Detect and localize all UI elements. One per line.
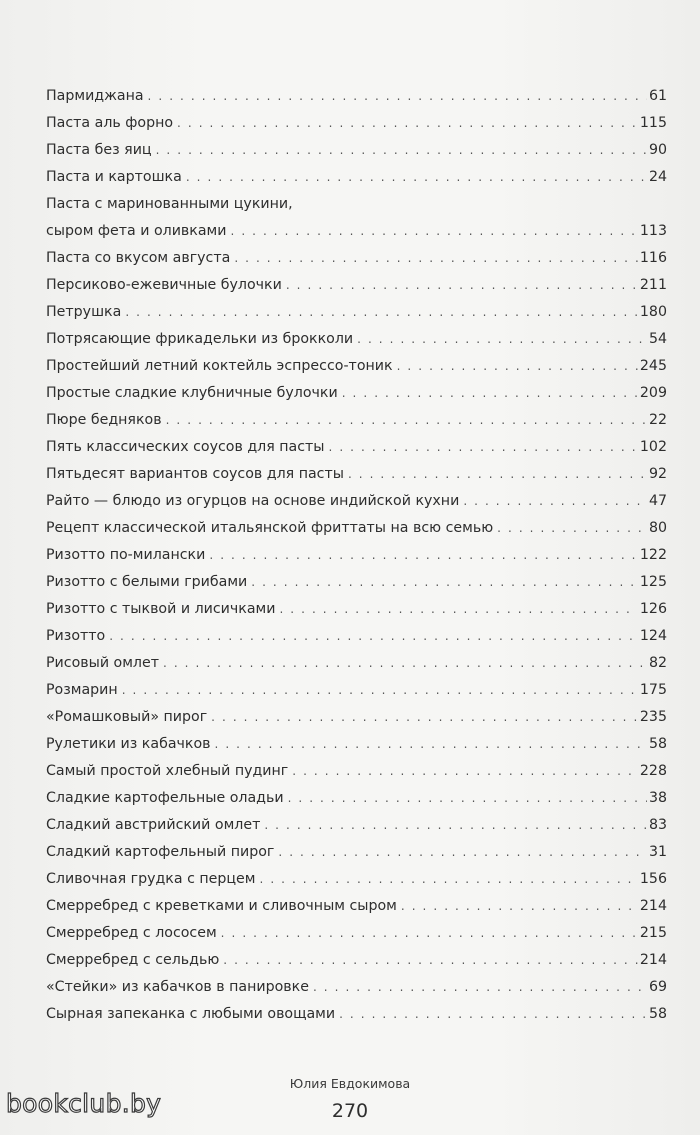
toc-entry-title: Сырная запеканка с любыми овощами xyxy=(46,1006,336,1022)
dot-leader xyxy=(292,758,638,785)
toc-entry-title-continued: сыром фета и оливками xyxy=(46,223,227,239)
dot-leader xyxy=(234,245,638,272)
dot-leader xyxy=(463,488,647,515)
toc-entry xyxy=(46,785,667,812)
toc-entry-page: 116 xyxy=(639,250,667,266)
dot-leader xyxy=(221,920,638,947)
toc-entry-page: 211 xyxy=(639,277,667,293)
toc-entry-page: 124 xyxy=(639,628,667,644)
toc-entry-page: 83 xyxy=(648,817,667,833)
dot-leader xyxy=(278,839,647,866)
toc-entry-page: 235 xyxy=(639,709,667,725)
toc-entry-title: «Стейки» из кабачков в панировке xyxy=(46,979,309,995)
toc-entry-page: 61 xyxy=(648,88,667,104)
toc-entry xyxy=(46,974,667,1001)
dot-leader xyxy=(329,434,638,461)
toc-entry-page: 58 xyxy=(648,736,667,752)
toc-entry xyxy=(46,650,667,677)
toc-entry-page: 126 xyxy=(639,601,667,617)
toc-entry xyxy=(46,1001,667,1028)
toc-entry xyxy=(46,623,667,650)
toc-entry-title: Персиково-ежевичные булочки xyxy=(46,277,282,293)
toc-entry-title: Рисовый омлет xyxy=(46,655,159,671)
toc-entry-page: 228 xyxy=(639,763,667,779)
toc-entry-title: Рецепт классической итальянской фриттаты на всю семью xyxy=(46,520,494,536)
toc-entry-title: Смерребред с креветками и сливочным сыром xyxy=(46,898,397,914)
dot-leader xyxy=(397,353,638,380)
toc-entry-page: 214 xyxy=(639,898,667,914)
toc-entry-page: 58 xyxy=(648,1006,667,1022)
toc-entry-title: Сладкий картофельный пирог xyxy=(46,844,275,860)
toc-entry-title: Простые сладкие клубничные булочки xyxy=(46,385,338,401)
toc-entry-title: Пюре бедняков xyxy=(46,412,162,428)
toc-entry-title: Паста со вкусом августа xyxy=(46,250,231,266)
dot-leader xyxy=(186,164,647,191)
toc-entry xyxy=(46,299,667,326)
toc-entry-title: Самый простой хлебный пудинг xyxy=(46,763,289,779)
toc-entry-page: 80 xyxy=(648,520,667,536)
dot-leader xyxy=(177,110,638,137)
toc-entry xyxy=(46,407,667,434)
toc-entry-page: 54 xyxy=(648,331,667,347)
dot-leader xyxy=(156,137,647,164)
toc-entry-title: Простейший летний коктейль эспрессо-тоник xyxy=(46,358,393,374)
toc-entry-page: 115 xyxy=(639,115,667,131)
toc-entry-page: 90 xyxy=(648,142,667,158)
toc-entry xyxy=(46,191,667,245)
toc-entry-title: Розмарин xyxy=(46,682,118,698)
toc-entry-page: 122 xyxy=(639,547,667,563)
watermark-logo: bookclub.by xyxy=(6,1089,162,1118)
dot-leader xyxy=(251,569,638,596)
toc-entry-title: Пять классических соусов для пасты xyxy=(46,439,325,455)
toc-entry-page: 214 xyxy=(639,952,667,968)
toc-entry xyxy=(46,326,667,353)
page-number: 270 xyxy=(331,1100,369,1122)
toc-entry-page: 47 xyxy=(648,493,667,509)
toc-entry-page: 113 xyxy=(639,223,667,239)
toc-entry xyxy=(46,380,667,407)
toc-entry xyxy=(46,461,667,488)
dot-leader xyxy=(348,461,647,488)
toc-entry xyxy=(46,137,667,164)
toc-entry-page: 180 xyxy=(639,304,667,320)
dot-leader xyxy=(215,731,647,758)
dot-leader xyxy=(342,380,638,407)
toc-entry-title: Райто — блюдо из огурцов на основе индийской кухни xyxy=(46,493,460,509)
toc-entry-title: Петрушка xyxy=(46,304,122,320)
toc-entry xyxy=(46,758,667,785)
toc-entry xyxy=(46,839,667,866)
toc-entry-page: 82 xyxy=(648,655,667,671)
toc-entry xyxy=(46,434,667,461)
toc-entry-page: 24 xyxy=(648,169,667,185)
toc-entry xyxy=(46,515,667,542)
toc-entry-page: 92 xyxy=(648,466,667,482)
toc-entry-title: Паста аль форно xyxy=(46,115,174,131)
toc-entry-page: 215 xyxy=(639,925,667,941)
dot-leader xyxy=(163,650,647,677)
toc-entry xyxy=(46,164,667,191)
toc-entry-page: 22 xyxy=(648,412,667,428)
toc-entry xyxy=(46,812,667,839)
dot-leader xyxy=(211,704,638,731)
toc-entry-page: 245 xyxy=(639,358,667,374)
toc-entry xyxy=(46,920,667,947)
dot-leader xyxy=(209,542,638,569)
toc-entry xyxy=(46,83,667,110)
toc-entry xyxy=(46,677,667,704)
toc-entry-title: Пармиджана xyxy=(46,88,144,104)
dot-leader xyxy=(313,974,647,1001)
toc-entry-title: Пятьдесят вариантов соусов для пасты xyxy=(46,466,344,482)
dot-leader xyxy=(401,893,638,920)
toc-entry xyxy=(46,245,667,272)
dot-leader xyxy=(230,218,637,245)
toc-entry-page: 175 xyxy=(639,682,667,698)
toc-entry-title: Смерребред с сельдью xyxy=(46,952,220,968)
toc-entry-page: 69 xyxy=(648,979,667,995)
dot-leader xyxy=(109,623,638,650)
dot-leader xyxy=(279,596,637,623)
toc-entry xyxy=(46,866,667,893)
toc-entry-title: Паста без яиц xyxy=(46,142,152,158)
toc-entry-title: Сливочная грудка с перцем xyxy=(46,871,256,887)
toc-entry xyxy=(46,596,667,623)
toc-entry xyxy=(46,731,667,758)
dot-leader xyxy=(259,866,637,893)
toc-entry-title: Потрясающие фрикадельки из брокколи xyxy=(46,331,354,347)
toc-entry-title: Сладкий австрийский омлет xyxy=(46,817,261,833)
table-of-contents xyxy=(46,83,667,1028)
toc-entry xyxy=(46,110,667,137)
toc-entry-title: Ризотто с тыквой и лисичками xyxy=(46,601,276,617)
dot-leader xyxy=(339,1001,647,1028)
dot-leader xyxy=(148,83,647,110)
toc-entry-title: Ризотто с белыми грибами xyxy=(46,574,248,590)
dot-leader xyxy=(264,812,647,839)
toc-entry-page: 209 xyxy=(639,385,667,401)
dot-leader xyxy=(122,677,638,704)
toc-entry-title: Паста с маринованными цукини, xyxy=(46,196,293,212)
toc-entry-title: Смерребред с лососем xyxy=(46,925,217,941)
toc-entry-title: Ризотто по-милански xyxy=(46,547,206,563)
toc-entry xyxy=(46,353,667,380)
toc-entry-title: «Ромашковый» пирог xyxy=(46,709,208,725)
toc-entry-page: 102 xyxy=(639,439,667,455)
footer-author: Юлия Евдокимова xyxy=(289,1076,411,1091)
toc-entry xyxy=(46,272,667,299)
dot-leader xyxy=(125,299,638,326)
dot-leader xyxy=(166,407,647,434)
toc-entry-page: 38 xyxy=(648,790,667,806)
toc-entry xyxy=(46,893,667,920)
toc-entry xyxy=(46,947,667,974)
toc-entry-title: Рулетики из кабачков xyxy=(46,736,211,752)
toc-entry xyxy=(46,704,667,731)
toc-entry xyxy=(46,488,667,515)
dot-leader xyxy=(497,515,647,542)
toc-entry xyxy=(46,569,667,596)
toc-entry-page: 125 xyxy=(639,574,667,590)
toc-entry-title: Ризотто xyxy=(46,628,106,644)
dot-leader xyxy=(288,785,647,812)
dot-leader xyxy=(357,326,647,353)
toc-entry-page: 31 xyxy=(648,844,667,860)
dot-leader xyxy=(286,272,638,299)
toc-entry xyxy=(46,542,667,569)
toc-entry-title: Паста и картошка xyxy=(46,169,182,185)
toc-entry-page: 156 xyxy=(639,871,667,887)
dot-leader xyxy=(223,947,638,974)
toc-entry-title: Сладкие картофельные оладьи xyxy=(46,790,284,806)
